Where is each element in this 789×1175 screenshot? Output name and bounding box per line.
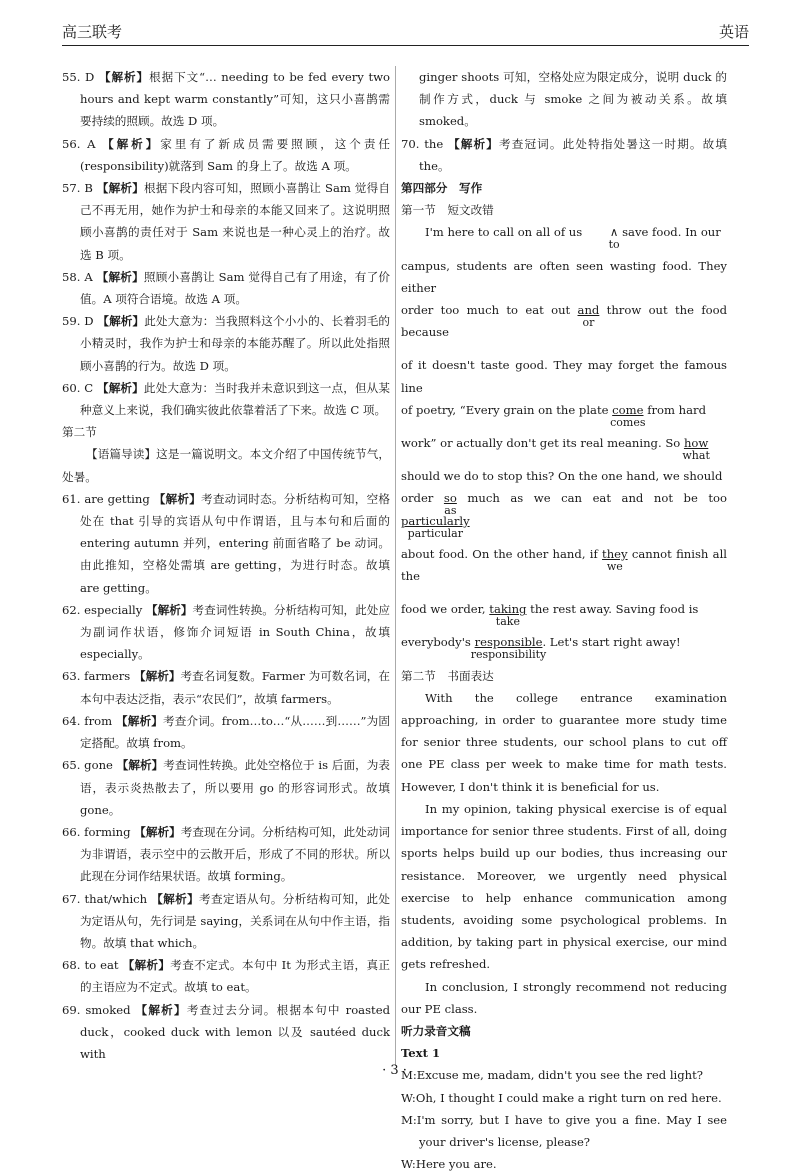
listening-heading: 听力录音文稿: [401, 1023, 471, 1038]
correction-line: should we do to stop this? On the one hand, we should: [401, 469, 723, 484]
correction-mark: taking take: [489, 602, 527, 629]
essay-paragraph: In conclusion, I strongly recommend not reducing our PE class.: [401, 979, 727, 1016]
correction-line: food we order, taking take the rest away. Saving food is: [401, 598, 727, 620]
correction-mark: so as: [443, 491, 457, 518]
dialogue-line: W:Oh, I thought I could make a right turn on red here.: [401, 1090, 722, 1105]
section-heading: 第二节: [62, 425, 97, 440]
essay-paragraph: In my opinion, taking physical exercise is of equal importance for senior three students. First of all, doing sports helps build up our bodies, thus increasing our resistance. Moreover, we urgently need physical exercise to help enhance communication among students, avoiding some psychological problems. In addition, by taking part in physical exercise, our mind gets refreshed.: [401, 801, 727, 972]
answer-item: 64. from 【解析】考查介词。from…to…“从……到……”为固定搭配。故填 from。: [62, 713, 390, 751]
answer-item: 60. C 【解析】此处大意为：当时我并未意识到这一点，但从某种意义上来说，我们确实彼此依靠着活了下来。故选 C 项。: [62, 380, 390, 418]
answer-item: 66. forming 【解析】考查现在分词。分析结构可知，此处动词为非谓语，表示空中的云散开后，形成了不同的形状。所以此现在分词作结果状语。故填 forming。: [62, 824, 390, 884]
correction-mark: they we: [602, 546, 628, 573]
answer-item: 63. farmers 【解析】考查名词复数。Farmer 为可数名词，在本句中表达泛指，表示“农民们”，故填 farmers。: [62, 669, 390, 706]
answer-item: 61. are getting 【解析】考查动词时态。分析结构可知，空格处在 that 引导的宾语从句中作谓语，且与本句和后面的 entering autumn 并列，entering 前面省略了 be 动词。由此推知，空格处需填 are getting，为进行时态。故填 are getting。: [62, 491, 390, 595]
answer-item: 55. D 【解析】根据下文“… needing to be fed every two hours and kept warm constantly”可知，这只小喜鹊需要持续的照顾。故选 D 项。: [62, 70, 391, 129]
correction-line: order so as much as we can eat and not be too particularly particular: [401, 487, 727, 531]
answer-item: 57. B 【解析】根据下段内容可知，照顾小喜鹊让 Sam 觉得自己不再无用，她作为护士和母亲的本能又回来了。这说明照顾小喜鹊的责任对于 Sam 来说也是一种心灵上的治疗。故选 B 项。: [62, 181, 390, 262]
error-correction-passage: [401, 221, 728, 662]
answer-item: 70. the 【解析】考查冠词。此处特指处暑这一时期。故填 the。: [401, 136, 727, 173]
correction-mark: how what: [682, 436, 710, 463]
correction-line: order too much to eat out and or throw out the food because: [401, 299, 727, 343]
answer-item: 62. especially 【解析】考查词性转换。分析结构可知，此处应为副词作状语，修饰介词短语 in South China，故填 especially。: [62, 602, 391, 662]
insert-mark: ∧ to: [608, 225, 620, 252]
essay-paragraph: With the college entrance examination approaching, in order to guarantee more study time for senior three students, our school plans to cut off one PE class per week to make time for math tests. However, I don't think it is beneficial for us.: [401, 690, 727, 794]
answer-item: 69. smoked 【解析】考查过去分词。根据本句中 roasted duck，cooked duck with lemon 以及 sautéed duck with: [62, 1002, 390, 1061]
correction-line: about food. On the other hand, if they we cannot finish all the: [401, 543, 727, 587]
dialogue-line: W:Here you are.: [401, 1157, 497, 1172]
column-divider: [395, 66, 396, 1066]
page-header: [62, 14, 749, 42]
dialogue-line: M:I'm sorry, but I have to give you a fine. May I see your driver's license, please?: [401, 1112, 727, 1149]
correction-mark: and or: [577, 303, 600, 330]
header-subject: 英语: [718, 23, 749, 41]
text-heading: Text 1: [401, 1046, 441, 1061]
answer-item: 65. gone 【解析】考查词性转换。此处空格位于 is 后面，为表语，表示炎热散去了，所以要用 go 的形容词形式。故填 gone。: [62, 758, 391, 817]
correction-line: work” or actually don't get its real meaning. So how what: [401, 432, 727, 454]
answer-item: 59. D 【解析】此处大意为：当我照料这个小小的、长着羽毛的小精灵时，我作为护士和母亲的本能苏醒了。所以此处指照顾小喜鹊的行为。故选 D 项。: [62, 314, 390, 373]
correction-mark: responsible responsibility: [470, 635, 547, 662]
header-title: 高三联考: [62, 23, 123, 41]
section-heading: 第二节 书面表达: [401, 668, 494, 683]
answer-item: 67. that/which 【解析】考查定语从句。分析结构可知，此处为定语从句，先行词是 saying，关系词在从句中作主语，指物。故填 that which。: [62, 891, 390, 950]
correction-mark: particularly particular: [401, 513, 470, 540]
header-rule: [62, 45, 749, 46]
part-heading: 第四部分 写作: [401, 181, 483, 196]
dialogue-line: M:Excuse me, madam, didn't you see the red light?: [401, 1068, 704, 1083]
correction-line: of poetry, “Every grain on the plate come comes from hard: [401, 399, 727, 421]
answer-continuation: ginger shoots 可知，空格处应为限定成分，说明 duck 的制作方式，duck 与 smoke 之间为被动关系。故填 smoked。: [419, 70, 727, 129]
answer-item: 68. to eat 【解析】考查不定式。本句中 It 为形式主语，真正的主语应为不定式。故填 to eat。: [62, 958, 390, 995]
correction-line: of it doesn't taste good. They may forget the famous line: [401, 358, 727, 395]
reading-guide: 【语篇导读】这是一篇说明文。本文介绍了中国传统节气，处暑。: [62, 447, 390, 484]
right-column: [401, 66, 727, 1175]
correction-line: campus, students are often seen wasting food. They either: [401, 258, 727, 295]
answer-item: 58. A 【解析】照顾小喜鹊让 Sam 觉得自己有了用途，有了价值。A 项符合语境。故选 A 项。: [62, 269, 390, 307]
answer-item: 56. A 【解析】家里有了新成员需要照顾，这个责任(responsibility)就落到 Sam 的身上了。故选 A 项。: [62, 136, 390, 173]
correction-mark: come comes: [610, 402, 646, 429]
correction-line: everybody's responsible responsibility . Let's start right away!: [401, 631, 727, 653]
correction-line: I'm here to call on all of us ∧ to save food. In our: [401, 221, 727, 243]
page-number: · 3 ·: [382, 1063, 407, 1078]
left-column: [62, 66, 390, 1065]
section-heading: 第一节 短文改错: [401, 203, 494, 218]
